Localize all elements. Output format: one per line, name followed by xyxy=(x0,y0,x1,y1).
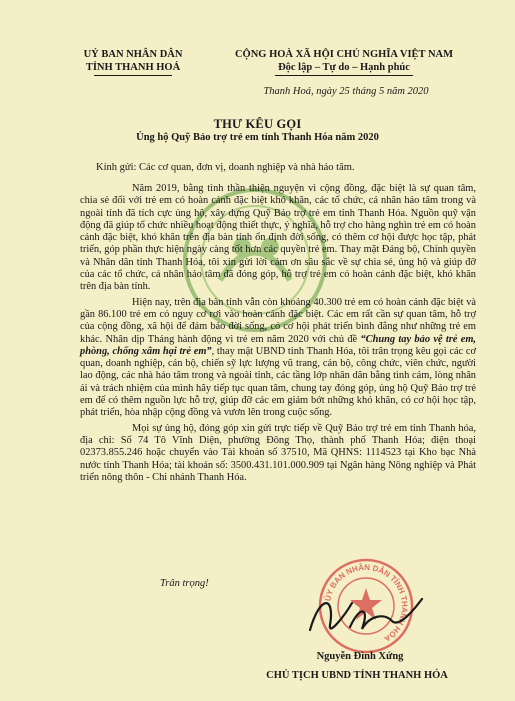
letter-title: THƯ KÊU GỌI xyxy=(213,117,302,131)
campaign-theme: “Chung tay bảo vệ trẻ em, phòng, chống xâm hại trẻ em” xyxy=(80,333,476,357)
agency-line2: TỈNH THANH HOÁ xyxy=(85,62,181,73)
paragraph-2-part-a: Hiện nay, trên địa bàn tỉnh vẫn còn khoảng 40.300 trẻ em có hoàn cảnh đặc biệt và gần 86.100 trẻ em có nguy cơ rơi vào hoàn cảnh đặc biệt. Các em rất cần sự quan tâm, hỗ trợ của cộng đồng, xã hội để đảm bảo đời sống, có cơ hội phát triển bình đẳng như những trẻ em khác. Nhân dịp Tháng hành động vì trẻ em năm 2020 với chủ đề xyxy=(80,296,476,345)
nation-line2: Độc lập – Tự do – Hạnh phúc xyxy=(278,62,410,73)
greeting: Kính gửi: Các cơ quan, đơn vị, doanh nghiệp và nhà hảo tâm. xyxy=(96,162,355,173)
nation-line1: CỘNG HOÀ XÃ HỘI CHỦ NGHĨA VIỆT NAM xyxy=(234,49,454,60)
agency-header xyxy=(58,48,208,76)
signer-name: Nguyễn Đình Xứng xyxy=(316,651,404,662)
agency-line1: UỶ BAN NHÂN DÂN xyxy=(83,49,183,60)
closing: Trân trọng! xyxy=(160,578,209,589)
nation-underline xyxy=(275,75,413,76)
paragraph-2-part-b: , thay mặt UBND tỉnh Thanh Hóa, tôi trân trọng kêu gọi các cơ quan, doanh nghiệp, cán bộ, chiến sỹ lực lượng vũ trang, cán bộ, công chức, viên chức, người lao động, các nhà hảo tâm trong và ngoài tỉnh, các tầng lớp nhân dân bằng tình cảm, lòng nhân ái và trách nhiệm của mình hãy tiếp tục quan tâm, chung tay đóng góp, ủng hộ Quỹ Bảo trợ trẻ em để có thêm nguồn lực hỗ trợ, giúp đỡ các em giảm bớt những khó khăn, có cơ hội học tập, phát triển, hòa nhập cộng đồng và vươn lên trong cuộc sống. xyxy=(80,345,476,419)
paragraph-1: Năm 2019, bằng tình thần thiện nguyện vì cộng đồng, đặc biệt là sự quan tâm, chia sẻ đối với trẻ em có hoàn cảnh đặc biệt khó khăn, các tổ chức, cá nhân hảo tâm trong và ngoài tỉnh đã tích cực ủng hộ, xây dựng Quỹ Bảo trợ trẻ em tỉnh Thanh Hóa. Nguồn quỹ vận động đã giúp tổ chức nhiều hoạt động thiết thực, ý nghĩa, hỗ trợ cho hàng nghìn trẻ em có hoàn cảnh đặc biệt, khó khăn trên địa bàn tỉnh ổn định đời sống, có thêm cơ hội được học tập, phát triển, góp phần thực hiện ngày càng tốt hơn các quyền trẻ em. Thay mặt Đảng bộ, Chính quyền và Nhân dân tỉnh Thanh Hóa, tôi xin gửi lời cảm ơn sâu sắc về sự chia sẻ, ủng hộ và giúp đỡ của các tổ chức, cá nhân hảo tâm đã đóng góp, hỗ trợ trẻ em có hoàn cảnh đặc biệt, khó khăn trên địa bàn tỉnh. xyxy=(80,183,476,293)
letter-subtitle: Ủng hộ Quỹ Bảo trợ trẻ em tỉnh Thanh Hóa năm 2020 xyxy=(136,132,379,143)
nation-header xyxy=(216,48,472,76)
paragraph-2 xyxy=(80,297,476,420)
paragraph-3: Mọi sự ủng hộ, đóng góp xin gửi trực tiếp về Quỹ Bảo trợ trẻ em tỉnh Thanh hóa, địa chỉ: Số 74 Tô Vĩnh Diện, phường Đông Thọ, thành phố Thanh Hóa; điện thoại 02373.855.246 hoặc chuyển vào Tài khoản số 37510, Mã QHNS: 1114523 tại Kho bạc Nhà nước tỉnh Thanh Hóa; tài khoản số: 3500.431.101.000.909 tại Ngân hàng Nông nghiệp và Phát triển nông thôn - Chi nhánh Thanh Hóa. xyxy=(80,422,476,483)
handwritten-signature xyxy=(300,585,430,645)
signer-title: CHỦ TỊCH UBND TỈNH THANH HÓA xyxy=(266,670,448,681)
seal-text: ỦY BAN NHÂN DÂN TỈNH THANH HÓA xyxy=(323,562,410,644)
agency-underline xyxy=(94,75,172,76)
letter-date: Thanh Hoá, ngày 25 tháng 5 năm 2020 xyxy=(263,86,429,97)
letter-body xyxy=(80,183,476,487)
